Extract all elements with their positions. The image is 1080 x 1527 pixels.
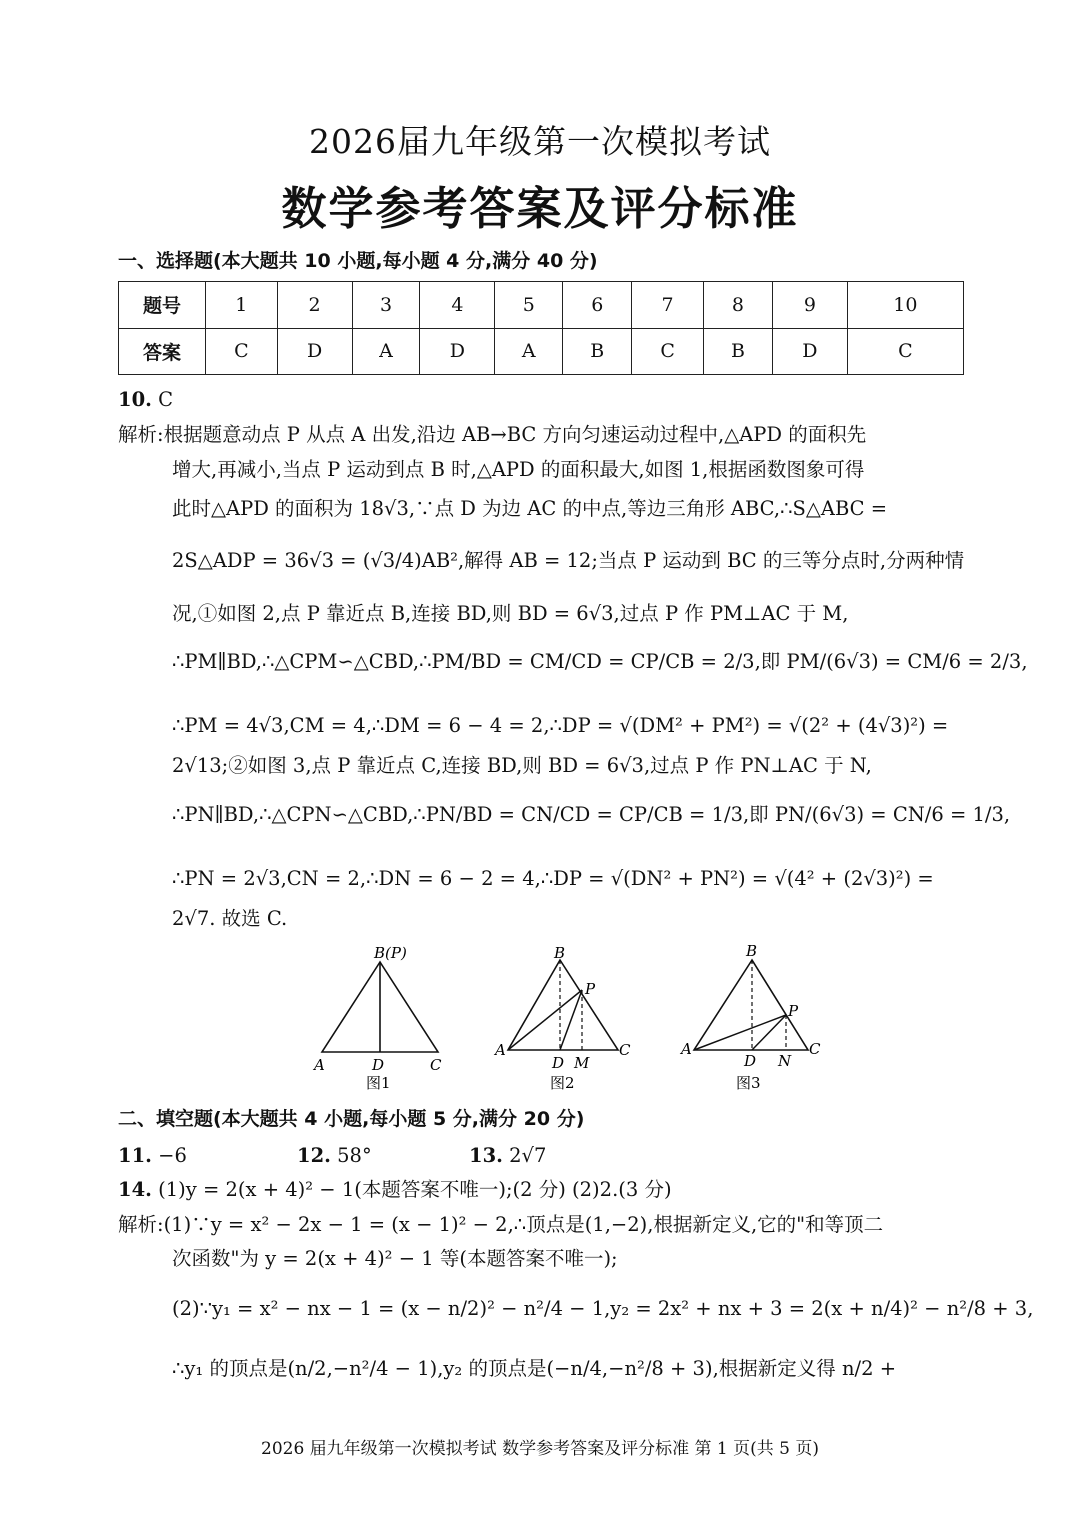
table-cell: B — [563, 328, 632, 375]
table-cell: D — [772, 328, 847, 375]
q14-answer — [118, 1175, 672, 1205]
label-d: D — [372, 1056, 385, 1074]
label-c: C — [619, 1041, 631, 1059]
figure-caption: 图1 — [366, 1074, 391, 1092]
answer-table — [118, 281, 964, 375]
table-cell: D — [277, 328, 352, 375]
table-cell: 5 — [495, 282, 563, 329]
row-label-answer: 答案 — [119, 328, 206, 375]
q10-line: 增大,再减小,当点 P 运动到点 B 时,△APD 的面积最大,如图 1,根据函数图象可得 — [172, 458, 865, 481]
table-cell: 1 — [206, 282, 278, 329]
q10-line: 2√13;②如图 3,点 P 靠近点 C,连接 BD,则 BD = 6√3,过点 P 作 PN⊥AC 于 N, — [172, 754, 872, 777]
figure-3 — [678, 940, 828, 1095]
q10-line: 2√7. 故选 C. — [172, 907, 288, 930]
q10-line: 2S△ADP = 36√3 = (√3/4)AB²,解得 AB = 12;当点 P 运动到 BC 的三等分点时,分两种情 — [172, 549, 965, 572]
table-cell: A — [352, 328, 420, 375]
table-cell: 4 — [420, 282, 495, 329]
q10-answer — [118, 385, 173, 415]
label-c: C — [430, 1056, 442, 1074]
segment-dp — [752, 1015, 786, 1050]
figure-caption: 图2 — [550, 1074, 575, 1092]
q14-line: 次函数"为 y = 2(x + 4)² − 1 等(本题答案不唯一); — [172, 1247, 618, 1270]
q14-line: 解析:(1)∵y = x² − 2x − 1 = (x − 1)² − 2,∴顶点是(1,−2),根据新定义,它的"和等顶二 — [118, 1213, 884, 1236]
page-title: 数学参考答案及评分标准 — [281, 182, 799, 235]
label-bp: B(P) — [374, 944, 407, 962]
table-cell: C — [206, 328, 278, 375]
label-p: P — [788, 1002, 799, 1020]
page-footer: 2026 届九年级第一次模拟考试 数学参考答案及评分标准 第 1 页(共 5 页) — [261, 1439, 819, 1459]
table-cell: 8 — [703, 282, 772, 329]
label-b: B — [554, 944, 566, 962]
q10-line: ∴PN∥BD,∴△CPN∽△CBD,∴PN/BD = CN/CD = CP/CB = 1/3,即 PN/(6√3) = CN/6 = 1/3, — [172, 803, 1011, 826]
q13-answer — [469, 1141, 546, 1171]
q10-line: ∴PN = 2√3,CN = 2,∴DN = 6 − 2 = 4,∴DP = √(DN² + PN²) = √(4² + (2√3)²) = — [172, 867, 934, 890]
table-cell: D — [420, 328, 495, 375]
label-c: C — [809, 1040, 821, 1058]
table-cell: B — [703, 328, 772, 375]
q12-value: 58° — [337, 1144, 372, 1167]
table-cell: 9 — [772, 282, 847, 329]
row-label-number: 题号 — [119, 282, 206, 329]
q11-label: 11. — [118, 1144, 152, 1167]
label-a: A — [495, 1041, 506, 1059]
table-cell: 7 — [632, 282, 704, 329]
section1-heading: 一、选择题(本大题共 10 小题,每小题 4 分,满分 40 分) — [118, 250, 598, 272]
section2-heading: 二、填空题(本大题共 4 小题,每小题 5 分,满分 20 分) — [118, 1108, 585, 1130]
label-p: P — [585, 980, 596, 998]
q10-line: 解析:根据题意动点 P 从点 A 出发,沿边 AB→BC 方向匀速运动过程中,△APD 的面积先 — [118, 423, 867, 446]
table-cell: C — [847, 328, 963, 375]
label-n: N — [778, 1052, 792, 1070]
q10-line: ∴PM = 4√3,CM = 4,∴DM = 6 − 4 = 2,∴DP = √(DM² + PM²) = √(2² + (4√3)²) = — [172, 714, 949, 737]
q10-line: 此时△APD 的面积为 18√3,∵点 D 为边 AC 的中点,等边三角形 ABC,∴S△ABC = — [172, 497, 888, 520]
label-b: B — [746, 942, 758, 960]
label-d: D — [744, 1052, 757, 1070]
q10-line: 况,①如图 2,点 P 靠近点 B,连接 BD,则 BD = 6√3,过点 P 作 PM⊥AC 于 M, — [172, 602, 849, 625]
q14-line: ∴y₁ 的顶点是(n/2,−n²/4 − 1),y₂ 的顶点是(−n/4,−n²/8 + 3),根据新定义得 n/2 + — [172, 1357, 897, 1380]
q14-answer-line: (1)y = 2(x + 4)² − 1(本题答案不唯一);(2 分) (2)2.(3 分) — [158, 1178, 672, 1201]
q12-answer — [297, 1141, 372, 1171]
q12-label: 12. — [297, 1144, 331, 1167]
figure-1 — [300, 940, 470, 1095]
table-cell: 3 — [352, 282, 420, 329]
label-d: D — [552, 1054, 565, 1072]
q13-value: 2√7 — [509, 1144, 547, 1167]
table-cell: 10 — [847, 282, 963, 329]
table-row — [119, 282, 964, 329]
table-row — [119, 328, 964, 375]
q11-value: −6 — [158, 1144, 187, 1167]
table-cell: 2 — [277, 282, 352, 329]
q14-label: 14. — [118, 1178, 152, 1201]
figure-2 — [488, 940, 648, 1095]
table-cell: 6 — [563, 282, 632, 329]
table-cell: A — [495, 328, 563, 375]
segment-ap — [694, 1015, 786, 1050]
q10-label: 10. — [118, 388, 152, 411]
label-a: A — [314, 1056, 325, 1074]
label-a: A — [681, 1040, 692, 1058]
table-cell: C — [632, 328, 704, 375]
q10-answer-value: C — [158, 388, 174, 411]
q14-line: (2)∵y₁ = x² − nx − 1 = (x − n/2)² − n²/4 − 1,y₂ = 2x² + nx + 3 = 2(x + n/4)² − n²/8 + 3, — [172, 1297, 1034, 1320]
q10-line: ∴PM∥BD,∴△CPM∽△CBD,∴PM/BD = CM/CD = CP/CB = 2/3,即 PM/(6√3) = CM/6 = 2/3, — [172, 650, 1028, 673]
label-m: M — [574, 1054, 590, 1072]
q11-answer — [118, 1141, 187, 1171]
q13-label: 13. — [469, 1144, 503, 1167]
figure-caption: 图3 — [736, 1074, 761, 1092]
exam-subtitle: 2026届九年级第一次模拟考试 — [309, 122, 771, 161]
